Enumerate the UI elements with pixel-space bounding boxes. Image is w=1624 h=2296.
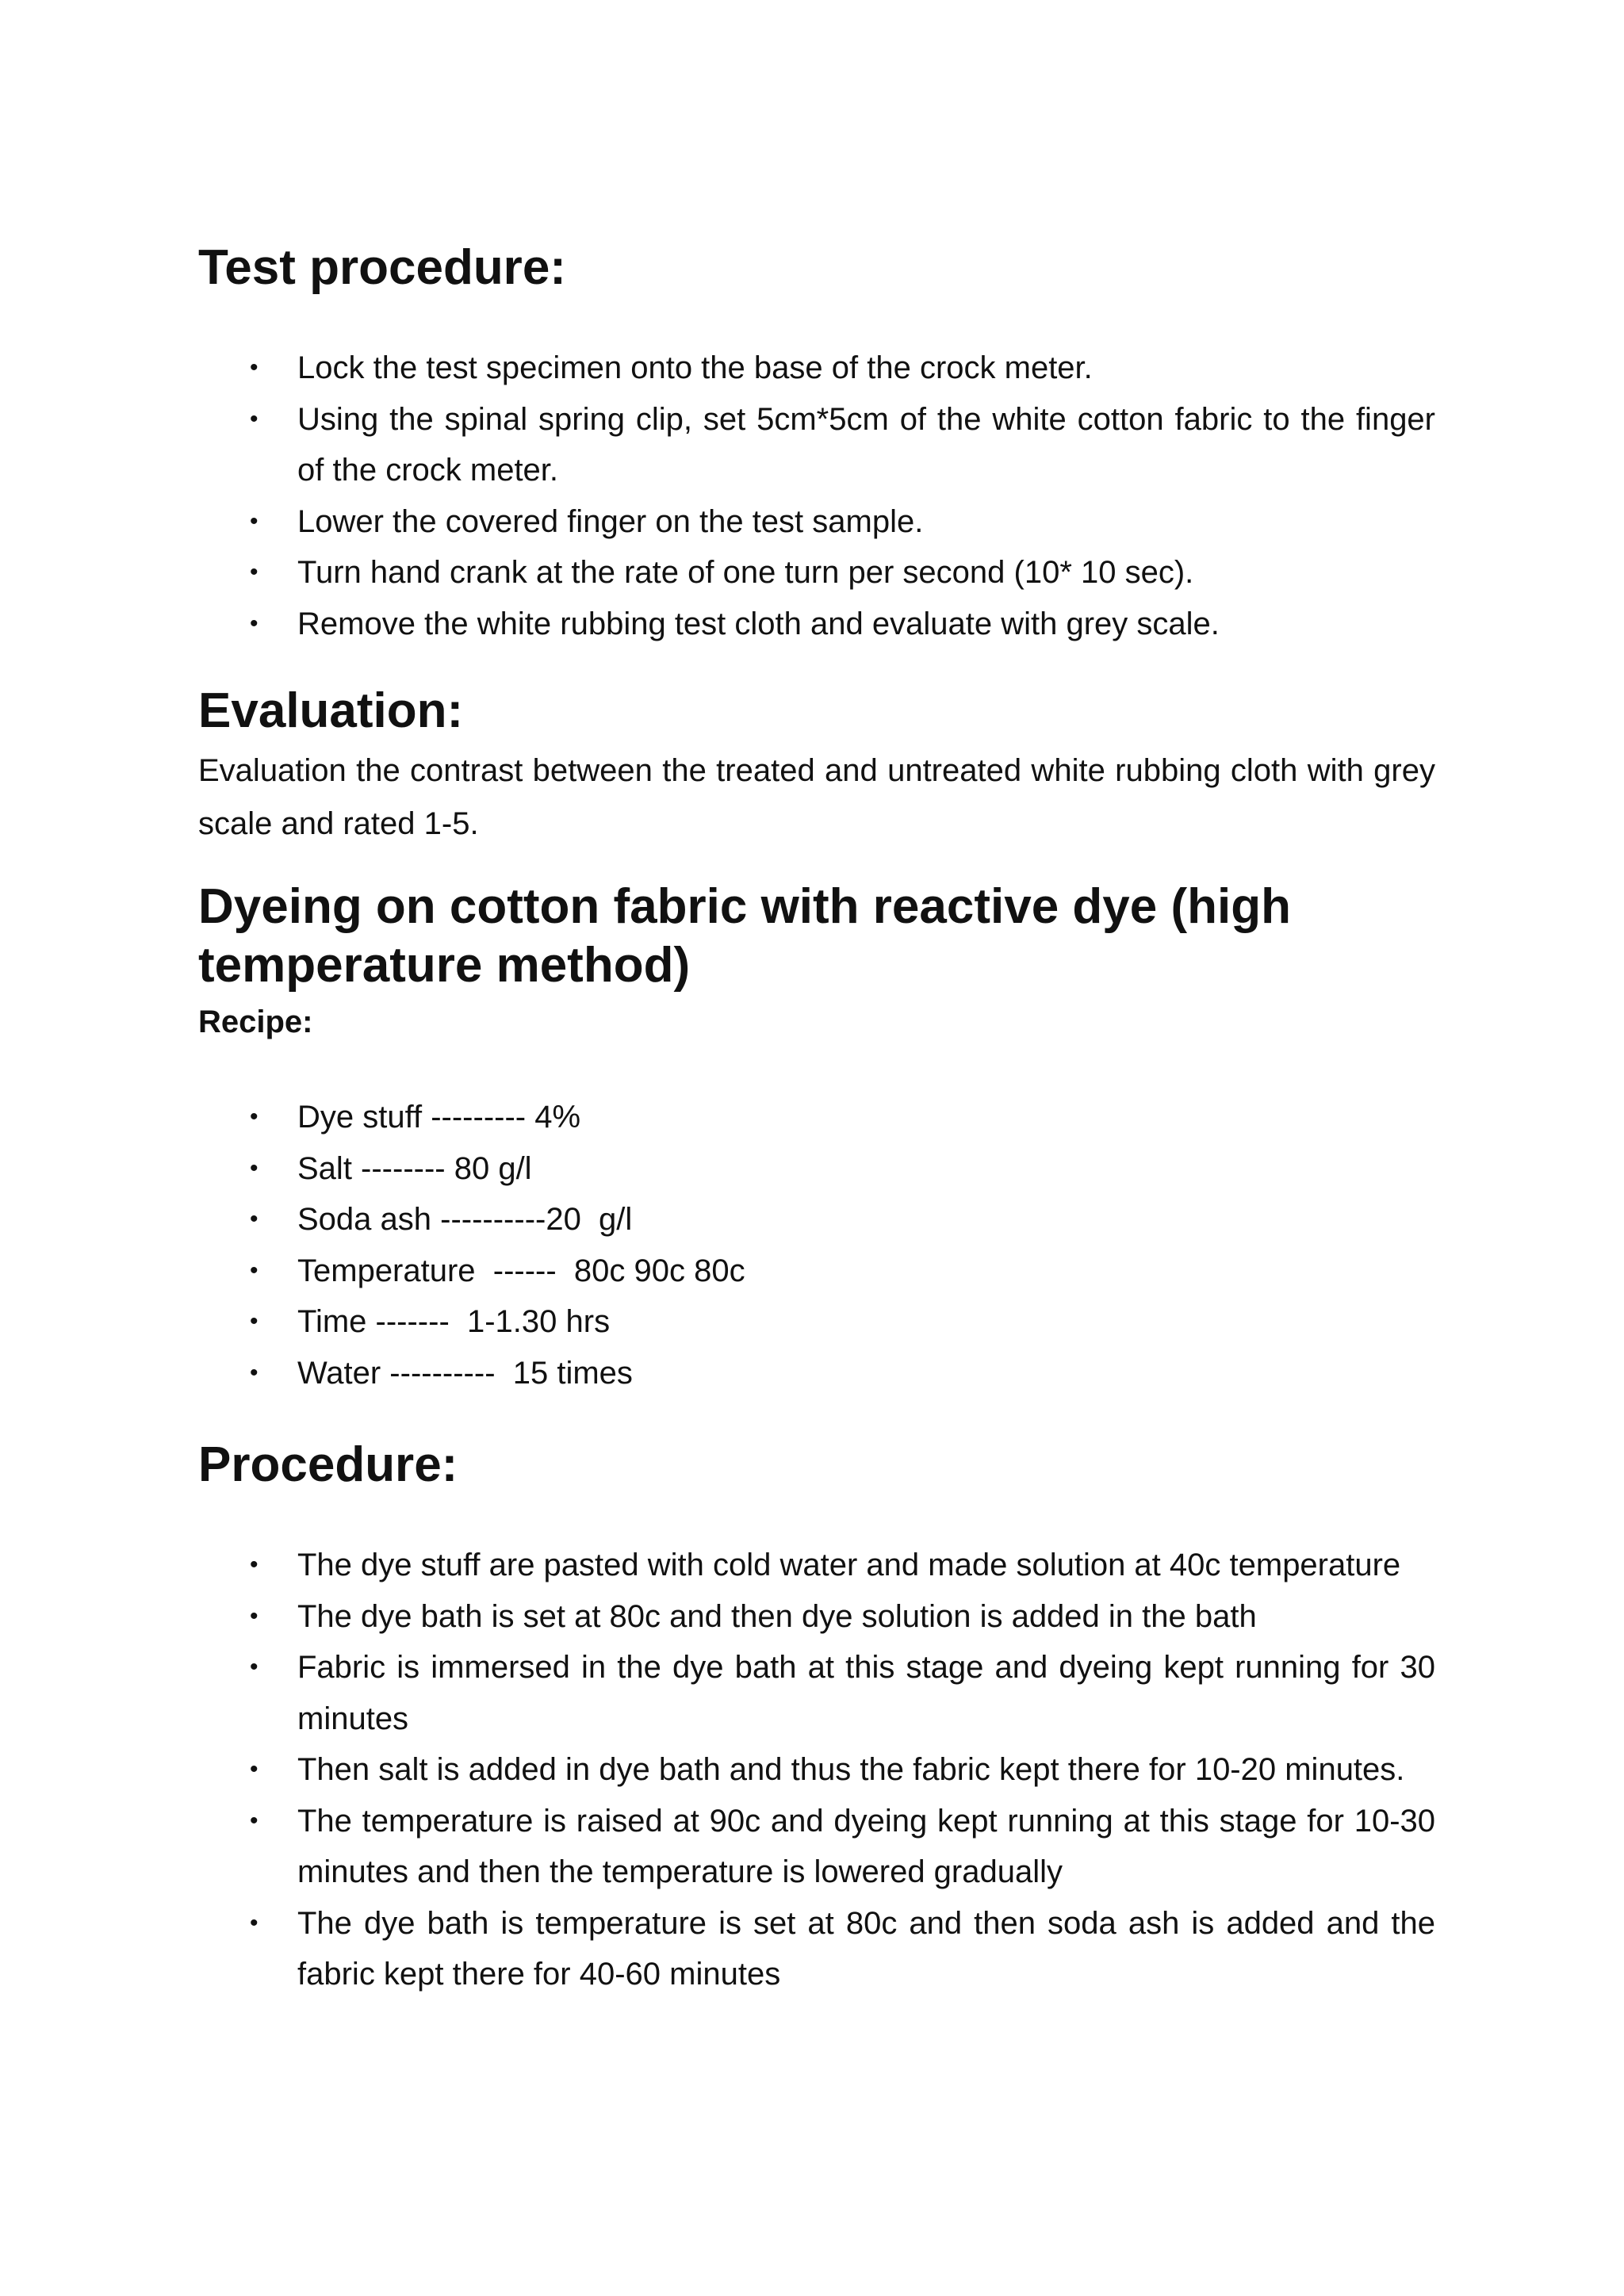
list-item: • Water ---------- 15 times: [198, 1348, 1435, 1399]
procedure-list: [198, 1540, 1435, 2000]
list-item: • Lower the covered finger on the test sample.: [198, 496, 1435, 548]
bullet-icon: •: [250, 1104, 259, 1130]
bullet-icon: •: [250, 1807, 259, 1834]
bullet-icon: •: [250, 1359, 259, 1386]
bullet-icon: •: [250, 1308, 259, 1334]
list-item: • The dye bath is set at 80c and then dye solution is added in the bath: [198, 1591, 1435, 1643]
recipe-label: Recipe:: [198, 1004, 313, 1039]
list-item: • Salt -------- 80 g/l: [198, 1143, 1435, 1195]
document-content: [198, 238, 1435, 2000]
bullet-icon: •: [250, 1909, 259, 1936]
list-item: • Remove the white rubbing test cloth and evaluate with grey scale.: [198, 599, 1435, 650]
bullet-icon: •: [250, 1257, 259, 1284]
bullet-icon: •: [250, 559, 259, 585]
bullet-icon: •: [250, 1206, 259, 1232]
bullet-icon: •: [250, 610, 259, 637]
evaluation-text: Evaluation the contrast between the treated and untreated white rubbing cloth with grey scale and rated 1-5.: [198, 753, 1435, 841]
bullet-icon: •: [250, 405, 259, 432]
list-item: • Using the spinal spring clip, set 5cm*5cm of the white cotton fabric to the finger of the crock meter.: [198, 394, 1435, 496]
list-item: • Dye stuff --------- 4%: [198, 1092, 1435, 1143]
list-item: • Lock the test specimen onto the base of the crock meter.: [198, 342, 1435, 394]
list-item: • The dye bath is temperature is set at 80c and then soda ash is added and the fabric kept there for 40-60 minutes: [198, 1898, 1435, 2000]
list-item: • Fabric is immersed in the dye bath at this stage and dyeing kept running for 30 minutes: [198, 1642, 1435, 1744]
list-item: • The temperature is raised at 90c and dyeing kept running at this stage for 10-30 minutes and then the temperature is lowered gradually: [198, 1796, 1435, 1898]
bullet-icon: •: [250, 1756, 259, 1782]
test-procedure-list: [198, 342, 1435, 649]
test-procedure-heading: Test procedure:: [198, 240, 566, 295]
list-item: • Time ------- 1-1.30 hrs: [198, 1296, 1435, 1348]
list-item: • Soda ash ----------20 g/l: [198, 1194, 1435, 1246]
bullet-icon: •: [250, 507, 259, 534]
list-item: • Then salt is added in dye bath and thus the fabric kept there for 10-20 minutes.: [198, 1744, 1435, 1796]
list-item: • Temperature ------ 80c 90c 80c: [198, 1246, 1435, 1297]
dyeing-heading: Dyeing on cotton fabric with reactive dye (high temperature method): [198, 879, 1291, 993]
list-item: • The dye stuff are pasted with cold water and made solution at 40c temperature: [198, 1540, 1435, 1591]
bullet-icon: •: [250, 1154, 259, 1181]
bullet-icon: •: [250, 1602, 259, 1629]
list-item: • Turn hand crank at the rate of one turn per second (10* 10 sec).: [198, 547, 1435, 599]
bullet-icon: •: [250, 354, 259, 381]
recipe-list: [198, 1092, 1435, 1399]
bullet-icon: •: [250, 1552, 259, 1578]
evaluation-heading: Evaluation:: [198, 683, 464, 738]
procedure-heading: Procedure:: [198, 1437, 458, 1492]
bullet-icon: •: [250, 1654, 259, 1680]
